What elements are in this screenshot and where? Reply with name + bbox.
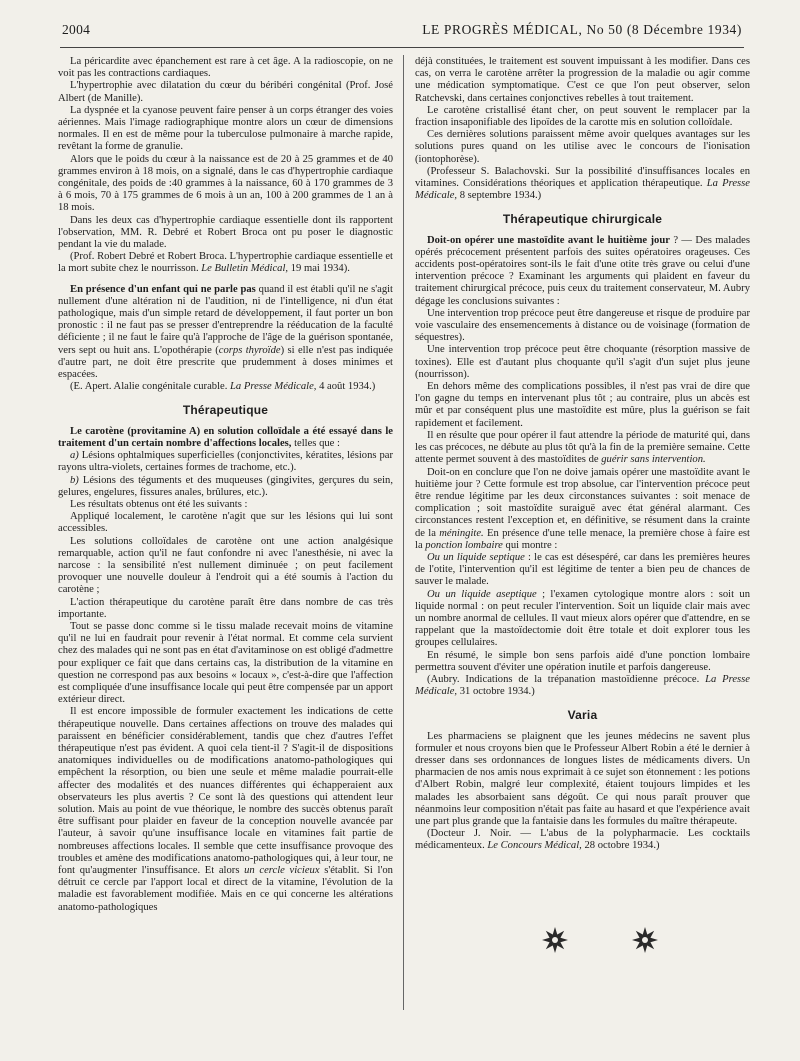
italic-term: Ou un liquide aseptique [427, 588, 537, 600]
paragraph: Une intervention trop précoce peut être choquante (résorption massive de toxines). Elle est d'autant plus choquante qu'il s'agit d'un sujet plus jeune (nourrisson). [415, 344, 750, 380]
citation-journal: La Presse Médicale, [415, 673, 750, 698]
paragraph: Dans les deux cas d'hypertrophie cardiaque essentielle dont ils rapportent l'observation, MM. R. Debré et Robert Broca ont pu poser le diagnostic pendant la vie du malade. [58, 214, 393, 251]
citation-journal: Le Concours Médical, [487, 840, 582, 852]
asterisk-ornament-icon [630, 925, 660, 955]
paragraph: En dehors même des complications possibles, il n'est pas vrai de dire que l'on gagne du temps en intervenant plus tôt ; au contraire, plus un abcès est mûr et par conséquent plus une mastoïdite est mûre, plus la guérison se fait rapidement et facilement. [415, 381, 750, 429]
citation-text: (Docteur J. Noir. — L'abus de la polypharmacie. Les cocktails médicamenteux. [415, 828, 750, 852]
section-heading-chirurgicale: Thérapeutique chirurgicale [502, 212, 663, 227]
section-heading-therapeutique: Thérapeutique [182, 403, 269, 418]
citation-journal: La Presse Médicale, [415, 178, 750, 202]
paragraph-text: En présence d'une telle menace, la première chose à faire est la [415, 527, 750, 551]
citation [58, 251, 393, 275]
asterisk-ornament-icon [540, 925, 570, 955]
citation-text: (E. Apert. Alalie congénitale curable. [70, 381, 231, 393]
list-text: Lésions ophtalmiques superficielles (conjonctivites, kératites, lésions par rayons ultra-violets, certaines formes de trachome, etc.). [58, 450, 393, 474]
lead-heading: En présence d'un enfant qui ne parle pas [70, 283, 256, 295]
citation-date: 31 octobre 1934.) [457, 686, 535, 698]
paragraph [58, 284, 393, 382]
paragraph: déjà constituées, le traitement est souvent impuissant à les modifier. Dans ces cas, on verra le carotène arrêter la progression de la maladie ou agir comme une médication symptomatique. C'est ce que l'on peut observer, selon Ratchevski, dans certaines conjonctives rebelles à tout traitement. [415, 56, 750, 104]
paragraph: Alors que le poids du cœur à la naissance est de 20 à 25 grammes et de 40 grammes environ à 18 mois, on a signalé, dans le cas d'hypertrophie cardiaque congénitale, des poids de :40 grammes à la naissance, 60 à 170 grammes de 3 à 6 mois, 70 à 175 grammes de 6 mois à un an, 100 à 200 grammes de 1 an à 18 mois. [58, 153, 393, 214]
section-heading-varia: Varia [567, 708, 598, 723]
list-text: Lésions des téguments et des muqueuses (gingivites, gerçures du sein, gelures, engelures, fissures anales, brûlures, etc.). [58, 474, 393, 498]
citation [415, 828, 750, 852]
paragraph [58, 706, 393, 913]
journal-name: LE PROGRÈS MÉDICAL, [422, 22, 583, 37]
paragraph: La dyspnée et la cyanose peuvent faire penser à un corps étranger des voies aériennes. Mais l'image radiographique montre alors un cœur de dimensions normales. Il en est de même pour la tuberculose pulmonaire à marche rapide, revêtant la forme de granulie. [58, 104, 393, 153]
italic-term: ponction lombaire [425, 539, 503, 551]
citation-date: 19 mai 1934). [288, 263, 350, 275]
paragraph-text: s'établit. Si l'on détruit ce cercle par l'apport local et direct de la vitamine, l'évolution de la maladie est favorablement modifiée. Mais en ce qui concerne les altérations anatomo-pathologiques [58, 865, 393, 913]
lead-heading: Le carotène (provitamine A) en solution colloïdale a été essayé dans le traitement d'un certain nombre d'affections locales, [58, 425, 393, 449]
citation-date: 4 août 1934.) [316, 381, 376, 393]
lead-heading: Doit-on opérer une mastoïdite avant le huitième jour [427, 234, 670, 246]
left-column [58, 56, 393, 1041]
header-rule [60, 47, 744, 48]
italic-term: méningite. [439, 527, 484, 539]
paragraph-text: qui montre : [502, 539, 558, 551]
citation-date: 8 septembre 1934.) [457, 190, 542, 202]
italic-term: corps thyroïde [218, 344, 281, 356]
paragraph: Les solutions colloïdales de carotène ont une action analgésique remarquable, action qu'il ne faut confondre ni avec l'anesthésie, ni avec la narcose : la sensibilité n'est nullement diminuée ; on peut facilement provoquer une nouvelle douleur à l'endroit qui a été soumis à l'action du carotène ; [58, 535, 393, 596]
paragraph-text: ) si elle n'est pas indiquée d'autre part, ne doit être prescrite que prudemment à doses minimes et espacées. [58, 344, 393, 381]
list-item [58, 450, 393, 474]
list-label: a) [70, 450, 79, 462]
paragraph-text: ; l'examen cytologique montre alors : soit un liquide normal : on peut reculer l'intervention. Soit un liquide clair mais avec un nombre anormal de cellules. Il vaut mieux alors opérer que d'attendre, en se rappelant que la mastoïdectomie doit être totale et doit explorer tous les groupes cellulaires. [415, 588, 750, 649]
paragraph-text: Doit-on en conclure que l'on ne doive jamais opérer une mastoïdite avant le huitième jour ? Cette formule est trop absolue, car l'intervention précoce peut être rendue légitime par les deux circonstances suivantes : soit menace de complication ; soit mastoïdite suraiguë avec état général alarmant. Ces circonstances restent l'exception et, en définitive, se résument dans la crainte de la [415, 466, 750, 539]
paragraph-text: Il en résulte que pour opérer il faut attendre la période de maturité qui, dans les cas précoces, ne débute au plus tôt qu'à la fin de la première semaine. Cette attente permet souvent à des mastoïdites de [415, 429, 750, 466]
italic-term: guérir sans intervention. [601, 454, 706, 466]
paragraph [415, 552, 750, 589]
paragraph: Les pharmaciens se plaignent que les jeunes médecins ne savent plus formuler et nous croyons bien que le Professeur Albert Robin a été le dernier à dresser dans ses ordonnances de longues listes de médicaments divers. Un pharmacien de nos amis nous exprimait à ce sujet son étonnement : les potions d'Albert Robin, malgré leur complexité, étaient toujours limpides et les malades les absorbaient sans dégoût. Ce qui nous paraît prouver que néanmoins leur composition n'était pas faite au hasard et que l'expérience avait une part plus grande que la fantaisie dans les formules du maître thérapeute. [415, 730, 750, 827]
paragraph-text: : le cas est désespéré, car dans les premières heures de l'otite, l'intervention qu'il est légitime de tenter a bien peu de chances de sauver le malade. [415, 551, 750, 588]
list-label: b) [70, 474, 79, 486]
citation-text: (Aubry. Indications de la trépanation mastoïdienne précoce. [427, 673, 706, 685]
italic-term: Ou un liquide septique [427, 551, 525, 563]
paragraph-text: Il est encore impossible de formuler exactement les indications de cette thérapeutique nouvelle. Dans certaines affections on trouve des malades qui paraissent en bénéficier considérablement, tandis que chez d'autres l'effet thérapeutique n'est pas évident. A quoi cela tient-il ? S'agit-il de dispositions anatomiques individuelles ou de modifications anatomo-pathologiques qui empêchent la résorption, ou bien une seule et même maladie pourrait-elle affecter des modalités et des nuances différentes qui échapperaient aux observateurs les plus avertis ? Ce sont là des questions qui attendent leur solution. Mais au point de vue théorique, le nombre des succès obtenus paraît être suffisant pour plaider en faveur de la conception nouvelle avancée par l'auteur, à savoir qu'une insuffisance locale en vitamines fait partie de nombreuses affections locales. Il semble que cette insuffisance provoque des troubles et amène des modifications anatomo-pathologiques qui, à leur tour, ne font qu'augmenter l'insuffisance. Et alors [58, 706, 393, 876]
paragraph: L'hypertrophie avec dilatation du cœur du béribéri congénital (Prof. José Albert (de Manille). [58, 80, 393, 104]
citation-text: (Prof. Robert Debré et Robert Broca. L'hypertrophie cardiaque essentielle et la mort subite chez le nourrisson. [58, 251, 393, 275]
right-column [415, 56, 750, 936]
column-divider [403, 55, 404, 1010]
paragraph: Tout se passe donc comme si le tissu malade recevait moins de vitamine qu'il ne lui en faudrait pour revenir à l'état normal. Et comme cela survient chez des malades qui ne sont pas en état d'avitaminose on est obligé d'admettre pour expliquer ce fait que dans certains cas, la distribution de la vitamine en question ne correspond pas aux besoins « locaux », c'est-à-dire que l'affection est compliquée d'une insuffisance locale qui peut être compensée par un apport extérieur direct. [58, 620, 393, 706]
paragraph: Appliqué localement, le carotène n'agit que sur les lésions qui lui sont accessibles. [58, 511, 393, 535]
ornament-row [540, 925, 660, 959]
page-number: 2004 [62, 22, 91, 37]
paragraph [415, 467, 750, 552]
citation-journal: Le Bulletin Médical, [201, 263, 289, 275]
italic-term: un cercle vicieux [244, 865, 320, 876]
paragraph: Les résultats obtenus ont été les suivants : [70, 498, 248, 510]
list-item [58, 475, 393, 499]
paragraph: Ces dernières solutions paraissent même avoir quelques avantages sur les solutions pures quand on les utilise avec le concours de l'ionisation (iontophorèse). [415, 129, 750, 165]
paragraph: En résumé, le simple bon sens parfois aidé d'une ponction lombaire permettra souvent d'éviter une opération inutile et parfois dangereuse. [415, 649, 750, 673]
citation [58, 381, 393, 393]
citation-date: 28 octobre 1934.) [581, 840, 660, 852]
paragraph [58, 426, 393, 450]
citation-journal: La Presse Médicale, [230, 381, 317, 393]
paragraph [415, 235, 750, 308]
citation-text: (Professeur S. Balachovski. Sur la possibilité d'insuffisances locales en vitamines. Considérations théoriques et application thérapeutique. [415, 165, 750, 190]
paragraph-text: ? — Des malades opérés précocement présentent parfois des suites opératoires orageuses. Ces accidents post-opératoires sont-ils le fait d'une otite très grave ou celui d'une intervention précoce ? Examinant les arguments qui plaident en faveur du traitement chirurgical précoce, puis ceux du traitement conservateur, M. Aubry dégage les conclusions suivantes : [415, 234, 750, 307]
issue-info: No 50 (8 Décembre 1934) [586, 22, 742, 37]
paragraph-text: quand il est établi qu'il ne s'agit nullement d'une altération ni de l'audition, ni de l'intelligence, ni d'un état pathologique, mais d'un simple retard de développement, il faut porter un bon pronostic : il ne faut pas se presser d'entreprendre la rééducation de la faculté déficiente ; il ne faut le faire qu'à l'approche de l'âge de la guérison spontanée, vers sept ou huit ans. L'opothérapie ( [58, 283, 393, 356]
paragraph: La péricardite avec épanchement est rare à cet âge. A la radioscopie, on ne voit pas les contractions cardiaques. [58, 56, 393, 80]
paragraph-text: telles que : [291, 437, 340, 449]
paragraph: Une intervention trop précoce peut être dangereuse et risque de produire par voie vasculaire des ensemencements à distance ou de voisinage (formation de séquestres). [415, 307, 750, 344]
paragraph [415, 589, 750, 650]
paragraph [415, 430, 750, 467]
paragraph: Le carotène cristallisé étant cher, on peut souvent le remplacer par la fraction insaponifiable des lipoïdes de la carotte mis en solution colloïdale. [415, 104, 750, 129]
citation [415, 166, 750, 203]
citation [415, 674, 750, 698]
paragraph: L'action thérapeutique du carotène paraît être dans nombre de cas très importante. [58, 596, 393, 620]
page-header [62, 22, 742, 44]
journal-title [422, 22, 742, 38]
